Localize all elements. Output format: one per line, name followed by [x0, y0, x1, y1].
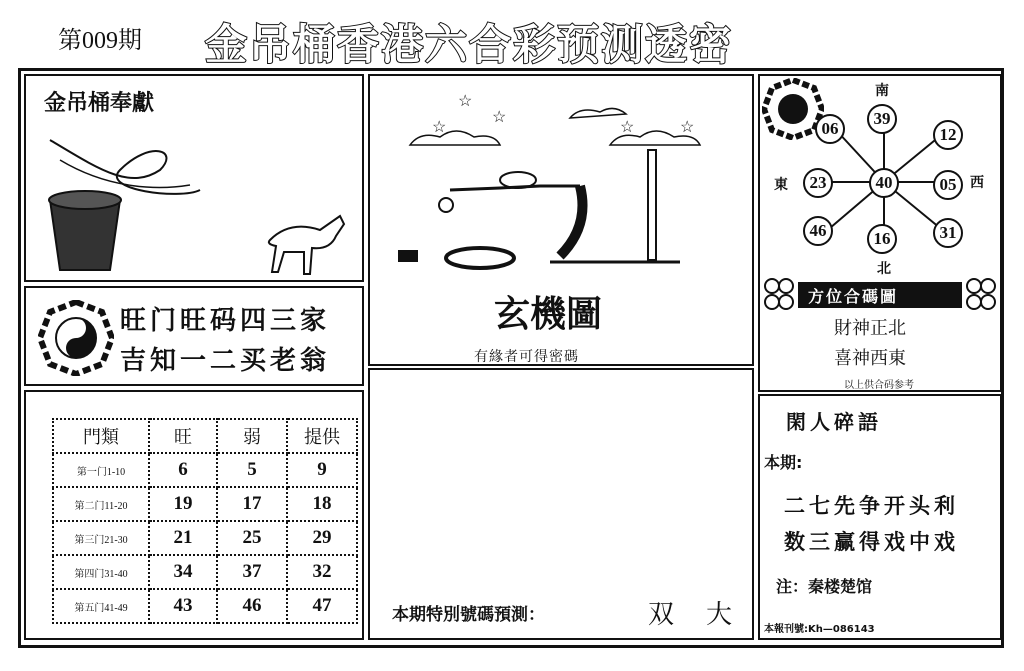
table-row: [53, 589, 357, 623]
mystery-illustration: [380, 90, 740, 280]
compass-number: 31: [933, 218, 963, 248]
wang-value: 34: [149, 555, 217, 589]
ruo-value: 37: [217, 555, 287, 589]
svg-text:☆: ☆: [680, 117, 695, 136]
compass-number: 40: [869, 168, 899, 198]
direction-line-1: 財神正北: [834, 318, 906, 339]
wang-value: 43: [149, 589, 217, 623]
special-value-2: 大: [706, 600, 733, 630]
ruo-value: 17: [217, 487, 287, 521]
poem-line-1: 旺门旺码四三家: [120, 306, 331, 336]
row-label: 第四门31-40: [53, 555, 149, 589]
compass-number: 39: [867, 104, 897, 134]
direction-note: 以上供合码参考: [844, 380, 914, 391]
header-ruo: 弱: [217, 419, 287, 453]
compass-number: 46: [803, 216, 833, 246]
header-wang: 旺: [149, 419, 217, 453]
publication-number: 本報刊號:Kh—086143: [764, 624, 875, 635]
wang-value: 6: [149, 453, 217, 487]
compass-number: 05: [933, 170, 963, 200]
svg-text:☆: ☆: [458, 91, 473, 110]
compass-south: 南: [875, 83, 889, 99]
row-label: 第一门1-10: [53, 453, 149, 487]
wang-value: 21: [149, 521, 217, 555]
gossip-note: 注：秦楼楚馆: [776, 577, 873, 596]
tigong-value: 47: [287, 589, 357, 623]
tigong-value: 18: [287, 487, 357, 521]
bucket-dog-illustration: [40, 130, 360, 280]
compass-number: 12: [933, 120, 963, 150]
ruo-value: 25: [217, 521, 287, 555]
table-row: [53, 555, 357, 589]
row-label: 第二门11-20: [53, 487, 149, 521]
svg-text:☆: ☆: [432, 117, 447, 136]
compass-number: 06: [815, 114, 845, 144]
gossip-title: 閑人碎語: [786, 410, 882, 434]
special-value-1: 双: [648, 600, 675, 630]
gossip-line-2: 数三赢得戏中戏: [784, 530, 959, 554]
door-table: [52, 418, 358, 624]
bagua-icon: [38, 300, 114, 376]
special-label: 本期特別號碼預測：: [392, 605, 545, 625]
svg-text:☆: ☆: [620, 117, 635, 136]
mystery-title: 玄機圖: [494, 293, 603, 335]
table-row: [53, 453, 357, 487]
ruo-value: 46: [217, 589, 287, 623]
issue-number: 第009期: [58, 28, 142, 54]
wang-value: 19: [149, 487, 217, 521]
header-tigong: 提供: [287, 419, 357, 453]
table-row: [53, 487, 357, 521]
row-label: 第五门41-49: [53, 589, 149, 623]
header-door-type: 門類: [53, 419, 149, 453]
svg-text:☆: ☆: [492, 107, 507, 126]
gossip-line-1: 二七先争开头利: [784, 494, 959, 518]
tigong-value: 9: [287, 453, 357, 487]
compass-north: 北: [877, 261, 891, 277]
mystery-caption: 有緣者可得密碼: [474, 349, 579, 365]
compass-number: 16: [867, 224, 897, 254]
period-label: 本期:: [764, 453, 803, 472]
compass-east: 東: [774, 177, 788, 193]
page-title: 金吊桶香港六合彩预测透密: [205, 20, 734, 69]
tigong-value: 29: [287, 521, 357, 555]
tigong-value: 32: [287, 555, 357, 589]
direction-line-2: 喜神西東: [834, 348, 906, 369]
compass-west: 西: [970, 175, 984, 191]
row-label: 第三门21-30: [53, 521, 149, 555]
direction-banner: 方位合碼圖: [808, 287, 899, 306]
table-row: [53, 521, 357, 555]
compass-number: 23: [803, 168, 833, 198]
poem-line-2: 吉知一二买老翁: [120, 346, 331, 376]
gift-title: 金吊桶奉獻: [44, 91, 155, 116]
ruo-value: 5: [217, 453, 287, 487]
